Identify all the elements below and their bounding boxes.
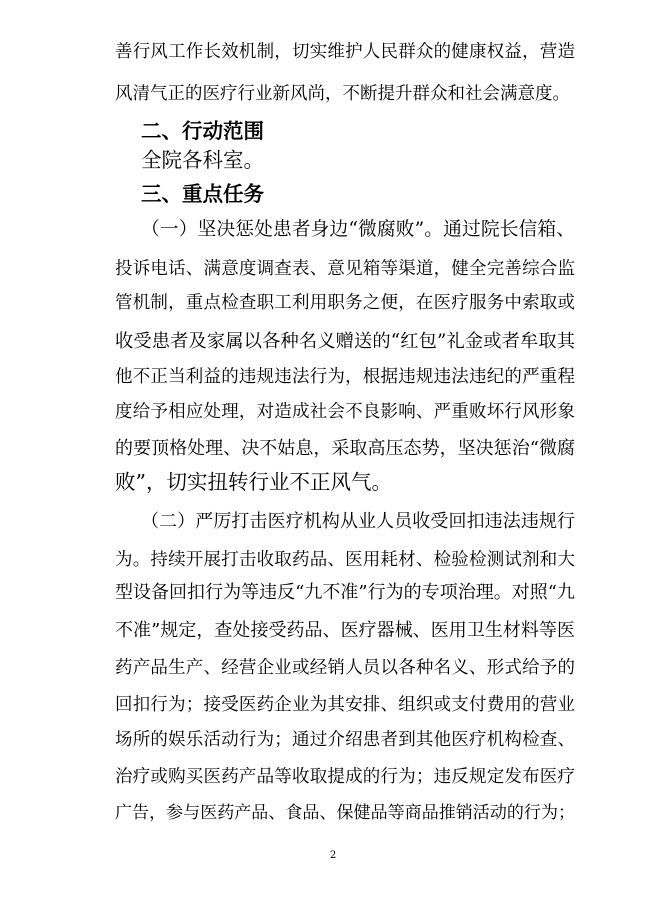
item1-line-2: 投诉电话、满意度调查表、意见箱等渠道，健全完善综合监: [115, 259, 575, 279]
item2-line-8: 治疗或购买医药产品等收取提成的行为；违反规定发布医疗: [115, 767, 575, 787]
item2-line-5: 药产品生产、经营企业或经销人员以各种名义、形式给予的: [115, 658, 575, 678]
item2-line-9: 广告，参与医药产品、食品、保健品等商品推销活动的行为；: [115, 803, 575, 823]
section-body-scope: 全院各科室。: [141, 148, 264, 172]
item2-line-7: 场所的娱乐活动行为；通过介绍患者到其他医疗机构检查、: [115, 730, 575, 750]
item1-line-6: 度给予相应处理，对造成社会不良影响、严重败坏行风形象: [115, 402, 575, 422]
item1-line-1: （一）坚决惩处患者身边“微腐败”。通过院长信箱、: [141, 219, 575, 240]
item2-line-6: 回扣行为；接受医药企业为其安排、组织或支付费用的营业: [115, 695, 575, 715]
item2-line-3: 型设备回扣行为等违反“九不准”行为的专项治理。对照“九: [115, 582, 575, 603]
item1-line-7: 的要顶格处理、决不姑息，采取高压态势，坚决惩治“微腐: [115, 438, 575, 459]
item1-line-5: 他不正当利益的违规违法行为，根据违规违法违纪的严重程: [115, 367, 575, 387]
item2-line-1: （二）严厉打击医疗机构从业人员收受回扣违法违规行: [141, 511, 575, 532]
section-heading-scope: 二、行动范围: [141, 119, 264, 143]
item1-line-4: 收受患者及家属以各种名义赠送的“红包”礼金或者牟取其: [115, 331, 575, 352]
intro-line-2: 风清气正的医疗行业新风尚，不断提升群众和社会满意度。: [115, 84, 570, 104]
page-number: 2: [329, 850, 337, 861]
item1-line-8: 败”，切实扭转行业不正风气。: [115, 470, 392, 494]
item2-line-4: 不准”规定，查处接受药品、医疗器械、医用卫生材料等医: [115, 620, 575, 641]
intro-line-1: 善行风工作长效机制，切实维护人民群众的健康权益，营造: [115, 42, 575, 62]
item1-line-3: 管机制，重点检查职工利用职务之便，在医疗服务中索取或: [115, 293, 575, 313]
section-heading-tasks: 三、重点任务: [141, 182, 264, 206]
item2-line-2: 为。持续开展打击收取药品、医用耗材、检验检测试剂和大: [115, 550, 575, 570]
